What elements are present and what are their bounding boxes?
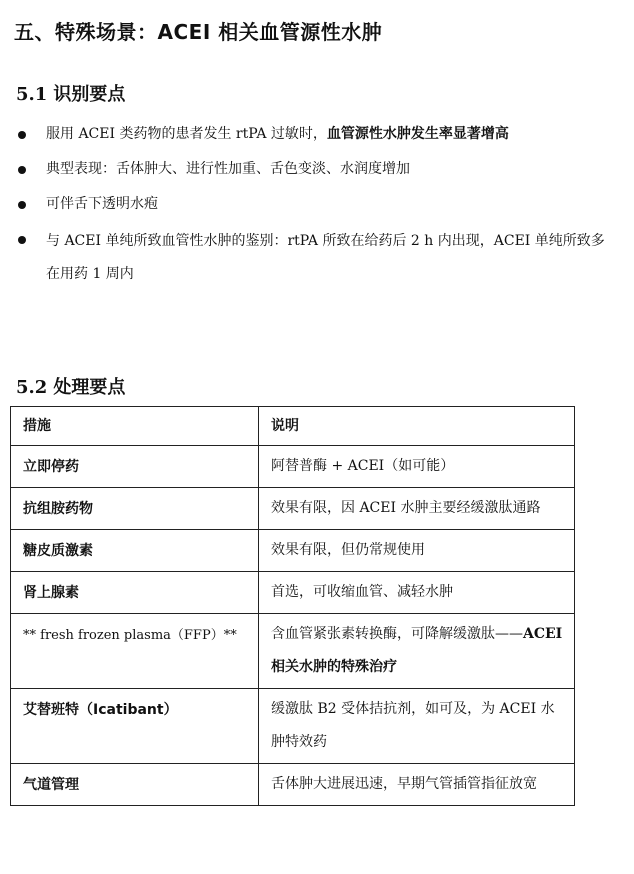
description-text: 缓激肽 B2 受体拮抗剂，如可及，为 ACEI 水肿特效药 [271,701,555,750]
bullet-emphasis: 血管源性水肿发生率显著增高 [326,126,509,142]
description-cell [259,446,575,488]
bullet-text: 服用 ACEI 类药物的患者发生 rtPA 过敏时， [46,126,327,142]
description-cell [259,488,575,530]
section-label: 识别要点 [53,84,126,105]
recognition-points-list [16,120,616,297]
bullet-item [16,120,616,149]
description-text: 首选，可收缩血管、减轻水肿 [271,584,453,600]
table-row [11,572,575,614]
table-row [11,488,575,530]
table-row [11,689,575,764]
page-title: 五、特殊场景：ACEI 相关血管源性水肿 [14,20,383,44]
description-cell [259,572,575,614]
bullet-text: 典型表现：舌体肿大、进行性加重、舌色变淡、水润度增加 [46,161,410,177]
measure-cell: 艾替班特（Icatibant） [11,689,259,764]
bullet-item [16,190,616,219]
column-header-description: 说明 [259,407,575,446]
description-text: 阿替普酶 + ACEI（如可能） [271,458,455,474]
measure-cell: 肾上腺素 [11,572,259,614]
measure-cell: 立即停药 [11,446,259,488]
column-header-measure: 措施 [11,407,259,446]
measure-cell: ** fresh frozen plasma（FFP）** [11,614,259,689]
section-label: 处理要点 [53,377,126,398]
section-number: 5.1 [16,84,48,105]
section-heading-5-1 [16,80,125,106]
description-emphasis: ACEI 相关水肿的特殊治疗 [271,626,563,675]
measure-cell: 糖皮质激素 [11,530,259,572]
section-heading-5-2 [16,373,125,399]
description-text: 效果有限，因 ACEI 水肿主要经缓激肽通路 [271,500,541,516]
description-text: 效果有限，但仍常规使用 [271,542,425,558]
table-row [11,446,575,488]
section-number: 5.2 [16,377,48,398]
table-row [11,614,575,689]
description-text: 含血管紧张素转换酶，可降解缓激肽—— [271,626,523,642]
table-row [11,764,575,806]
table-header-row [11,407,575,446]
measure-cell: 抗组胺药物 [11,488,259,530]
bullet-text: 与 ACEI 单纯所致血管性水肿的鉴别：rtPA 所致在给药后 2 h 内出现，ACEI 单纯所致多在用药 1 周内 [46,233,605,282]
table-row [11,530,575,572]
description-cell [259,689,575,764]
description-text: 舌体肿大进展迅速，早期气管插管指征放宽 [271,776,537,792]
description-cell [259,764,575,806]
description-cell [259,530,575,572]
description-cell [259,614,575,689]
bullet-text: 可伴舌下透明水疱 [46,196,158,212]
management-table [10,406,575,806]
measure-cell: 气道管理 [11,764,259,806]
bullet-item [16,225,616,291]
bullet-item [16,155,616,184]
